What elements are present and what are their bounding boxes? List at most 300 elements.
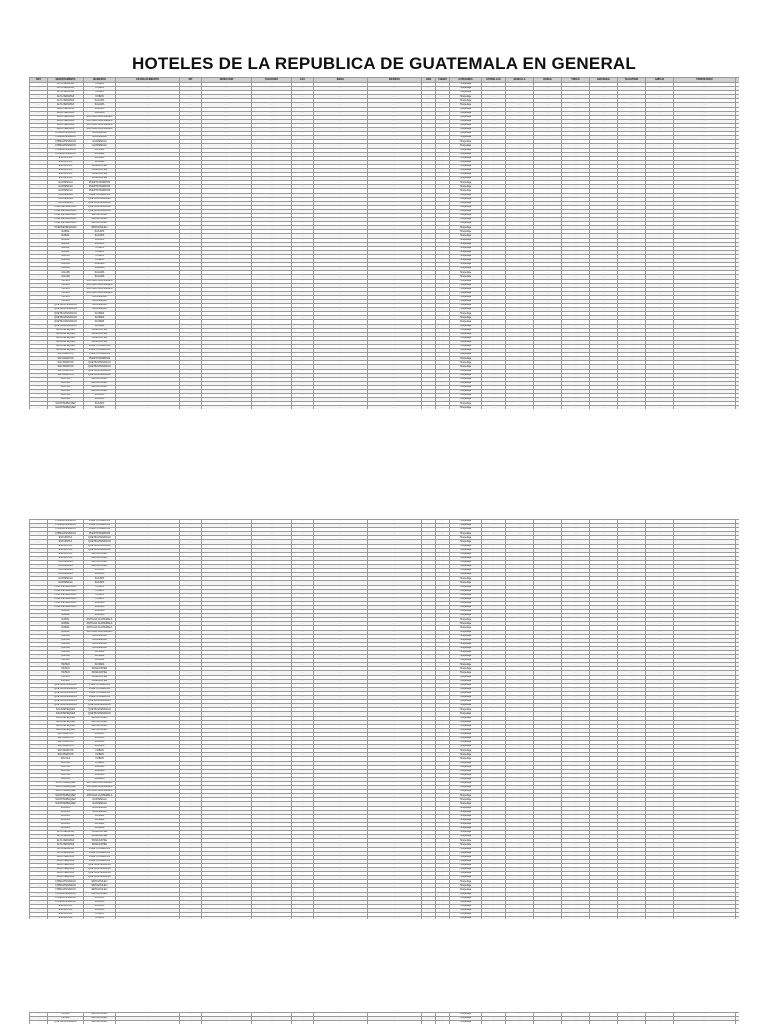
table-cell: … [252, 536, 292, 540]
table-cell: … [534, 757, 562, 761]
table-cell: … [534, 218, 562, 222]
table-cell: … [618, 589, 646, 593]
table-cell: … [436, 863, 450, 867]
table-cell: … [482, 402, 506, 406]
table-cell: … [292, 365, 314, 369]
table-cell: … [252, 524, 292, 528]
table-cell: … [30, 316, 48, 320]
table-cell: … [252, 140, 292, 144]
table-cell: … [506, 814, 534, 818]
table-cell: … [646, 790, 674, 794]
table-cell: ZACAPA [84, 900, 116, 904]
table-cell: SOLOLA [48, 385, 84, 389]
table-cell: … [252, 156, 292, 160]
table-cell: … [314, 585, 368, 589]
table-cell: … [30, 287, 48, 291]
table-cell: … [674, 745, 736, 749]
table-cell: … [314, 675, 368, 679]
table-cell: … [534, 324, 562, 328]
table-cell: … [292, 655, 314, 659]
table-cell: … [292, 704, 314, 708]
table-cell: … [436, 242, 450, 246]
table-cell: RETALHULEU [84, 724, 116, 728]
table-cell: … [252, 369, 292, 373]
table-cell: … [562, 316, 590, 320]
table-cell: GUATEMALA [48, 189, 84, 193]
table-cell: FLORES [84, 152, 116, 156]
table-cell: … [506, 651, 534, 655]
table-cell: … [436, 880, 450, 884]
table-cell: … [292, 267, 314, 271]
table-cell: … [562, 548, 590, 552]
table-cell: … [314, 214, 368, 218]
table-cell: … [646, 712, 674, 716]
table-cell: SOLOLA [48, 761, 84, 765]
table-cell: … [482, 651, 506, 655]
table-cell: … [590, 136, 618, 140]
table-cell: … [646, 540, 674, 544]
table-cell: … [422, 892, 436, 896]
table-cell: … [674, 349, 736, 353]
table-cell: … [292, 234, 314, 238]
table-cell: … [202, 324, 252, 328]
table-cell: … [30, 843, 48, 847]
table-cell: … [202, 863, 252, 867]
table-cell: … [252, 786, 292, 790]
table-cell: … [618, 357, 646, 361]
table-cell: … [252, 197, 292, 201]
table-cell: … [292, 369, 314, 373]
table-cell: … [590, 304, 618, 308]
table-cell: … [562, 794, 590, 798]
table-cell: … [180, 328, 202, 332]
table-cell: SALAMA [84, 107, 116, 111]
table-cell: … [116, 691, 180, 695]
table-cell: … [506, 87, 534, 91]
table-cell: … [482, 520, 506, 524]
table-cell: … [252, 749, 292, 753]
table-cell: … [180, 859, 202, 863]
table-cell: … [116, 872, 180, 876]
table-cell: … [646, 524, 674, 528]
table-cell: … [534, 696, 562, 700]
table-cell: … [590, 651, 618, 655]
table-cell: … [292, 544, 314, 548]
table-cell: … [562, 99, 590, 103]
table-cell: CHIMALTENANGO [48, 900, 84, 904]
table-cell: … [674, 140, 736, 144]
table-cell: … [618, 876, 646, 880]
table-cell: … [202, 304, 252, 308]
table-cell: … [368, 544, 422, 548]
table-cell: … [292, 831, 314, 835]
table-cell: … [482, 593, 506, 597]
table-cell: … [674, 646, 736, 650]
table-cell: … [368, 189, 422, 193]
table-cell: … [674, 540, 736, 544]
table-cell: … [482, 357, 506, 361]
table-cell: … [314, 646, 368, 650]
table-cell: … [116, 736, 180, 740]
table-cell: … [116, 377, 180, 381]
table-cell: … [534, 299, 562, 303]
table-cell: … [562, 369, 590, 373]
table-cell: … [436, 605, 450, 609]
table-cell: … [590, 144, 618, 148]
table-cell: … [534, 295, 562, 299]
table-cell: … [314, 904, 368, 908]
table-cell: … [618, 601, 646, 605]
table-cell: … [590, 896, 618, 900]
table-cell: … [252, 214, 292, 218]
table-cell: … [252, 642, 292, 646]
table-cell: … [252, 332, 292, 336]
table-cell: Hospedaje [450, 720, 482, 724]
table-cell: … [292, 614, 314, 618]
table-cell: … [646, 851, 674, 855]
table-cell: … [482, 908, 506, 912]
table-cell: … [422, 917, 436, 919]
table-cell: … [674, 152, 736, 156]
table-cell: … [252, 908, 292, 912]
table-cell: … [534, 794, 562, 798]
table-cell: … [116, 340, 180, 344]
table-cell: … [534, 177, 562, 181]
table-cell: Hospedaje [450, 398, 482, 402]
table-cell: … [422, 164, 436, 168]
table-cell: … [646, 168, 674, 172]
table-cell: … [180, 222, 202, 226]
table-cell: … [314, 160, 368, 164]
table-cell: … [116, 357, 180, 361]
table-cell: … [292, 651, 314, 655]
table-cell: … [482, 642, 506, 646]
table-cell: … [292, 357, 314, 361]
table-cell: … [30, 242, 48, 246]
table-cell: Hospedaje [450, 904, 482, 908]
table-cell: … [30, 810, 48, 814]
table-cell: … [314, 205, 368, 209]
table-cell: … [506, 827, 534, 831]
table-cell: … [618, 148, 646, 152]
table-cell: … [30, 618, 48, 622]
table-cell: … [368, 593, 422, 597]
table-cell: … [562, 103, 590, 107]
table-cell: HUEHUETENANGO [48, 593, 84, 597]
table-cell: … [368, 806, 422, 810]
table-cell: … [252, 798, 292, 802]
table-cell: … [202, 238, 252, 242]
table-cell: … [180, 544, 202, 548]
table-cell: … [252, 532, 292, 536]
table-cell: … [482, 577, 506, 581]
table-cell: … [590, 610, 618, 614]
table-cell: Hospedaje [450, 745, 482, 749]
table-cell: … [534, 340, 562, 344]
table-cell: … [368, 357, 422, 361]
table-cell: … [314, 691, 368, 695]
table-cell: … [646, 745, 674, 749]
table-cell: … [368, 340, 422, 344]
table-cell: … [562, 704, 590, 708]
table-cell: … [590, 581, 618, 585]
table-cell: Hospedaje [450, 618, 482, 622]
table-cell: … [618, 659, 646, 663]
table-cell: ANTIGUA GUATEMALA [84, 279, 116, 283]
table-cell: … [562, 540, 590, 544]
table-cell: … [562, 349, 590, 353]
table-cell: … [618, 279, 646, 283]
table-cell: … [292, 585, 314, 589]
table-cell: … [562, 765, 590, 769]
table-cell: … [314, 577, 368, 581]
table-cell: … [314, 394, 368, 398]
table-cell: … [202, 667, 252, 671]
table-cell: … [180, 691, 202, 695]
table-cell: … [252, 605, 292, 609]
table-cell: … [292, 87, 314, 91]
table-cell: … [646, 377, 674, 381]
table-cell: JALAPA [48, 642, 84, 646]
table-cell: … [506, 716, 534, 720]
table-cell: … [314, 782, 368, 786]
table-cell: … [202, 164, 252, 168]
table-cell: … [534, 254, 562, 258]
table-cell: … [202, 569, 252, 573]
table-cell: … [436, 548, 450, 552]
table-cell: … [116, 304, 180, 308]
table-cell: … [314, 867, 368, 871]
table-cell: … [292, 880, 314, 884]
table-cell: … [562, 745, 590, 749]
table-cell: … [422, 810, 436, 814]
table-cell: … [436, 99, 450, 103]
table-cell: … [314, 896, 368, 900]
table-cell: COBAN [84, 250, 116, 254]
table-cell: … [482, 790, 506, 794]
table-cell: … [674, 683, 736, 687]
table-cell: PANAJACHEL [84, 835, 116, 839]
table-cell: Hospedaje [450, 119, 482, 123]
table-cell: … [30, 377, 48, 381]
table-cell: … [202, 234, 252, 238]
table-cell: SUCHITEPEQUEZ [48, 790, 84, 794]
table-cell: Hospedaje [450, 675, 482, 679]
table-cell: … [534, 814, 562, 818]
table-cell: … [674, 402, 736, 406]
table-cell: Hospedaje [450, 164, 482, 168]
table-cell: … [590, 675, 618, 679]
table-cell: … [618, 402, 646, 406]
table-cell: … [30, 291, 48, 295]
table-cell: … [422, 880, 436, 884]
table-cell: … [590, 548, 618, 552]
table-cell: … [436, 663, 450, 667]
table-cell: … [534, 904, 562, 908]
table-cell: … [674, 794, 736, 798]
table-cell: … [30, 741, 48, 745]
table-cell: … [368, 353, 422, 357]
table-cell: … [482, 275, 506, 279]
table-cell: Hospedaje [450, 160, 482, 164]
table-cell: … [436, 720, 450, 724]
table-cell: … [436, 761, 450, 765]
table-cell: … [618, 123, 646, 127]
table-cell: … [368, 716, 422, 720]
table-cell: … [202, 782, 252, 786]
table-cell: … [116, 790, 180, 794]
table-cell: ANTIGUA GUATEMALA [84, 128, 116, 132]
table-cell: COBAN [84, 917, 116, 919]
table-cell: … [436, 95, 450, 99]
table-cell: … [368, 532, 422, 536]
table-cell: … [562, 173, 590, 177]
table-cell: … [292, 283, 314, 287]
table-cell: … [674, 913, 736, 917]
table-cell: … [506, 283, 534, 287]
table-cell: … [30, 655, 48, 659]
table-cell: … [180, 173, 202, 177]
table-cell: … [368, 663, 422, 667]
table-cell: … [506, 810, 534, 814]
table-cell: … [562, 831, 590, 835]
table-cell: … [180, 900, 202, 904]
table-cell: … [180, 818, 202, 822]
table-cell: PUERTO BARRIOS [84, 696, 116, 700]
table-cell: SOLOLA [48, 390, 84, 394]
table-cell: Hospedaje [450, 246, 482, 250]
table-cell: PETEN [48, 291, 84, 295]
table-cell: … [562, 667, 590, 671]
table-cell: … [618, 847, 646, 851]
table-cell: … [590, 361, 618, 365]
table-cell: … [482, 646, 506, 650]
table-cell: Hospedaje [450, 679, 482, 683]
table-cell: … [422, 148, 436, 152]
table-cell: … [506, 638, 534, 642]
table-cell: … [562, 732, 590, 736]
table-cell: … [646, 222, 674, 226]
table-cell: ZACAPA [84, 581, 116, 585]
table-cell: … [482, 798, 506, 802]
table-cell: … [590, 655, 618, 659]
table-cell: … [534, 773, 562, 777]
table-cell: … [180, 536, 202, 540]
table-cell: … [436, 275, 450, 279]
table-cell: ZACAPA [84, 238, 116, 242]
table-cell: PUERTO BARRIOS [84, 357, 116, 361]
table-cell: Hospedaje [450, 831, 482, 835]
table-cell: … [562, 234, 590, 238]
table-cell: … [30, 634, 48, 638]
table-cell: CHIMALTENANGO [48, 144, 84, 148]
table-cell: … [116, 259, 180, 263]
table-cell: … [674, 238, 736, 242]
table-row [30, 406, 740, 409]
table-cell: … [30, 904, 48, 908]
table-cell: … [202, 827, 252, 831]
table-cell: … [292, 863, 314, 867]
table-cell: GUATEMALA [48, 569, 84, 573]
table-cell: … [314, 185, 368, 189]
table-cell: … [506, 111, 534, 115]
table-cell: … [292, 250, 314, 254]
table-cell: … [436, 345, 450, 349]
table-cell: … [180, 524, 202, 528]
table-cell: Hospedaje [450, 540, 482, 544]
table-cell: ANTIGUA GUATEMALA [84, 283, 116, 287]
table-cell: … [368, 119, 422, 123]
table-cell: … [482, 267, 506, 271]
table-cell: … [368, 316, 422, 320]
table-cell: … [30, 908, 48, 912]
table-cell: … [534, 181, 562, 185]
table-cell: … [422, 238, 436, 242]
table-cell: … [618, 91, 646, 95]
table-cell: … [646, 687, 674, 691]
table-cell: … [534, 532, 562, 536]
table-cell: … [674, 254, 736, 258]
table-cell: … [314, 913, 368, 917]
table-cell: … [436, 332, 450, 336]
table-cell: … [30, 136, 48, 140]
table-cell: … [482, 291, 506, 295]
table-cell: … [30, 642, 48, 646]
table-cell: … [674, 589, 736, 593]
table-cell: … [252, 548, 292, 552]
table-cell: … [314, 283, 368, 287]
table-cell: … [252, 107, 292, 111]
table-cell: … [252, 299, 292, 303]
table-cell: … [252, 87, 292, 91]
table-cell: Hospedaje [450, 601, 482, 605]
table-cell: GUATEMALA [84, 634, 116, 638]
table-cell: … [646, 148, 674, 152]
table-cell: … [646, 316, 674, 320]
table-cell: … [436, 295, 450, 299]
table-cell: … [674, 806, 736, 810]
table-cell: … [506, 328, 534, 332]
table-cell: … [618, 818, 646, 822]
table-cell: … [618, 786, 646, 790]
table-cell: … [180, 528, 202, 532]
table-cell: … [422, 601, 436, 605]
table-cell: … [590, 209, 618, 213]
table-cell: … [314, 835, 368, 839]
table-cell: … [292, 605, 314, 609]
table-cell: Hospedaje [450, 913, 482, 917]
table-cell: … [618, 712, 646, 716]
table-cell: … [252, 402, 292, 406]
table-cell: … [292, 867, 314, 871]
table-cell: … [506, 279, 534, 283]
table-cell: … [436, 691, 450, 695]
table-cell: … [506, 913, 534, 917]
table-cell: … [590, 544, 618, 548]
table-cell: … [534, 601, 562, 605]
table-cell: ZACAPA [48, 822, 84, 826]
table-cell: … [562, 720, 590, 724]
table-cell: QUETZALTENANGO [48, 304, 84, 308]
table-cell: … [482, 287, 506, 291]
table-cell: … [292, 794, 314, 798]
table-cell: Hospedaje [450, 238, 482, 242]
table-cell: … [116, 822, 180, 826]
table-cell: … [674, 601, 736, 605]
table-cell: SACATEPEQUEZ [48, 328, 84, 332]
table-cell: … [202, 201, 252, 205]
table-cell: SAN MARCOS [48, 365, 84, 369]
